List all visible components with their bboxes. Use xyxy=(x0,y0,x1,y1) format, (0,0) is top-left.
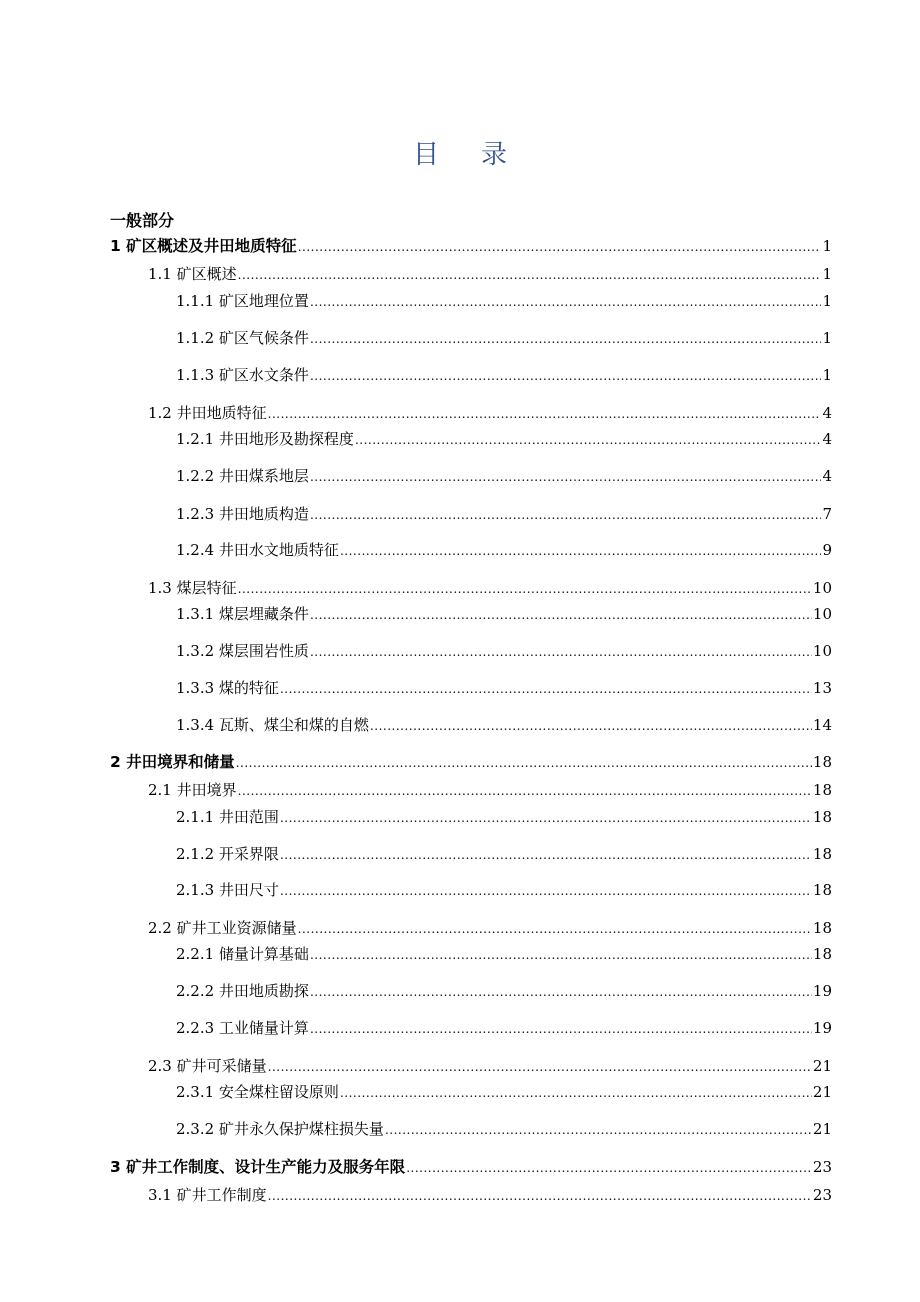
toc-entry-level-3[interactable] xyxy=(176,328,832,349)
toc-dot-leader xyxy=(310,505,822,525)
toc-entry-level-1[interactable] xyxy=(110,1157,832,1178)
toc-entry-level-3[interactable] xyxy=(176,604,832,625)
toc-entry-level-2[interactable] xyxy=(148,918,832,939)
toc-dot-leader xyxy=(238,579,812,599)
toc-entry-level-2[interactable] xyxy=(148,1185,832,1206)
toc-entry-level-3[interactable] xyxy=(176,944,832,965)
toc-entry-level-3[interactable] xyxy=(176,981,832,1002)
toc-dot-leader xyxy=(238,265,822,285)
toc-entry-label: 1.1.2 矿区气候条件 xyxy=(176,329,309,347)
toc-entry-level-3[interactable] xyxy=(176,678,832,699)
toc-entry-level-1[interactable] xyxy=(110,752,832,773)
toc-entry-label: 2.1.1 井田范围 xyxy=(176,808,279,826)
toc-entry-label: 2 井田境界和储量 xyxy=(110,753,235,771)
section-heading: 一般部分 xyxy=(110,211,175,230)
toc-dot-leader xyxy=(370,716,812,736)
toc-entry-label: 2.3 矿井可采储量 xyxy=(148,1057,267,1075)
toc-dot-leader xyxy=(280,881,812,901)
toc-entry-label: 1.2 井田地质特征 xyxy=(148,404,267,422)
toc-entry-page-number: 18 xyxy=(812,945,832,963)
toc-entry-label: 1.3.1 煤层埋藏条件 xyxy=(176,605,309,623)
toc-entry-label: 2.3.1 安全煤柱留设原则 xyxy=(176,1083,339,1101)
toc-entry-level-1[interactable] xyxy=(110,236,832,257)
toc-entry-page-number: 18 xyxy=(812,808,832,826)
toc-entry-page-number: 21 xyxy=(812,1083,832,1101)
toc-dot-leader xyxy=(340,1083,812,1103)
toc-entry-label: 2.2 矿井工业资源储量 xyxy=(148,919,297,937)
toc-dot-leader xyxy=(385,1120,812,1140)
toc-entry-label: 1.2.2 井田煤系地层 xyxy=(176,467,309,485)
toc-entry-page-number: 10 xyxy=(812,579,832,597)
toc-entry-page-number: 18 xyxy=(812,919,832,937)
toc-entry-page-number: 7 xyxy=(822,505,832,523)
toc-dot-leader xyxy=(268,404,822,424)
toc-dot-leader xyxy=(280,679,812,699)
toc-entry-level-3[interactable] xyxy=(176,540,832,561)
toc-entry-label: 2.2.2 井田地质勘探 xyxy=(176,982,309,1000)
toc-entry-label: 1.1 矿区概述 xyxy=(148,265,237,283)
toc-entry-label: 3.1 矿井工作制度 xyxy=(148,1186,267,1204)
toc-entry-label: 1.3.3 煤的特征 xyxy=(176,679,279,697)
toc-dot-leader xyxy=(310,642,812,662)
toc-entry-page-number: 18 xyxy=(812,845,832,863)
toc-entry-level-2[interactable] xyxy=(148,1056,832,1077)
toc-entry-level-3[interactable] xyxy=(176,466,832,487)
toc-entry-label: 1.2.1 井田地形及勘探程度 xyxy=(176,430,354,448)
toc-entry-page-number: 18 xyxy=(812,753,832,771)
toc-entry-label: 1.1.1 矿区地理位置 xyxy=(176,292,309,310)
toc-dot-leader xyxy=(236,753,812,773)
toc-entry-page-number: 9 xyxy=(822,541,832,559)
toc-entry-page-number: 21 xyxy=(812,1120,832,1138)
toc-entry-level-2[interactable] xyxy=(148,264,832,285)
toc-entry-label: 1 矿区概述及井田地质特征 xyxy=(110,237,297,255)
toc-entry-label: 2.1.2 开采界限 xyxy=(176,845,279,863)
toc-entry-level-3[interactable] xyxy=(176,807,832,828)
toc-entry-label: 2.1.3 井田尺寸 xyxy=(176,881,279,899)
toc-entry-level-3[interactable] xyxy=(176,880,832,901)
toc-entry-label: 1.1.3 矿区水文条件 xyxy=(176,366,309,384)
toc-entry-page-number: 23 xyxy=(812,1158,832,1176)
toc-entry-page-number: 18 xyxy=(812,881,832,899)
toc-dot-leader xyxy=(310,329,822,349)
toc-dot-leader xyxy=(298,919,812,939)
toc-entry-page-number: 13 xyxy=(812,679,832,697)
toc-entry-label: 3 矿井工作制度、设计生产能力及服务年限 xyxy=(110,1158,406,1176)
toc-entry-level-3[interactable] xyxy=(176,1119,832,1140)
toc-dot-leader xyxy=(340,541,822,561)
toc-dot-leader xyxy=(310,366,822,386)
toc-entry-level-3[interactable] xyxy=(176,1082,832,1103)
toc-entry-label: 2.1 井田境界 xyxy=(148,781,237,799)
toc-entry-label: 1.3.4 瓦斯、煤尘和煤的自燃 xyxy=(176,716,369,734)
toc-entry-label: 1.3.2 煤层围岩性质 xyxy=(176,642,309,660)
toc-dot-leader xyxy=(310,467,822,487)
toc-entry-label: 2.2.3 工业储量计算 xyxy=(176,1019,309,1037)
toc-dot-leader xyxy=(310,605,812,625)
toc-dot-leader xyxy=(310,982,812,1002)
toc-entry-page-number: 10 xyxy=(812,642,832,660)
toc-dot-leader xyxy=(355,430,822,450)
toc-entry-level-2[interactable] xyxy=(148,780,832,801)
toc-entry-level-3[interactable] xyxy=(176,365,832,386)
toc-entry-page-number: 19 xyxy=(812,982,832,1000)
toc-entry-page-number: 1 xyxy=(822,237,832,255)
toc-entry-level-3[interactable] xyxy=(176,504,832,525)
toc-entry-level-3[interactable] xyxy=(176,1018,832,1039)
toc-dot-leader xyxy=(238,781,812,801)
toc-entry-label: 1.2.3 井田地质构造 xyxy=(176,505,309,523)
toc-entry-page-number: 23 xyxy=(812,1186,832,1204)
toc-entry-level-3[interactable] xyxy=(176,641,832,662)
toc-dot-leader xyxy=(310,1019,812,1039)
toc-entry-page-number: 1 xyxy=(822,265,832,283)
toc-dot-leader xyxy=(268,1186,812,1206)
page-title: 目录 xyxy=(412,140,549,170)
toc-entry-page-number: 1 xyxy=(822,329,832,347)
toc-entry-level-3[interactable] xyxy=(176,291,832,312)
toc-dot-leader xyxy=(280,808,812,828)
toc-entry-page-number: 19 xyxy=(812,1019,832,1037)
toc-entry-label: 1.3 煤层特征 xyxy=(148,579,237,597)
toc-entry-level-3[interactable] xyxy=(176,429,832,450)
toc-entry-page-number: 4 xyxy=(822,404,832,422)
toc-entry-page-number: 14 xyxy=(812,716,832,734)
toc-dot-leader xyxy=(310,292,822,312)
toc-entry-page-number: 4 xyxy=(822,430,832,448)
toc-entry-label: 2.3.2 矿井永久保护煤柱损失量 xyxy=(176,1120,384,1138)
toc-entry-page-number: 1 xyxy=(822,292,832,310)
toc-entry-page-number: 21 xyxy=(812,1057,832,1075)
toc-dot-leader xyxy=(280,845,812,865)
toc-dot-leader xyxy=(406,1158,812,1178)
toc-dot-leader xyxy=(310,945,812,965)
toc-entry-page-number: 1 xyxy=(822,366,832,384)
toc-entry-label: 1.2.4 井田水文地质特征 xyxy=(176,541,339,559)
toc-entry-level-3[interactable] xyxy=(176,715,832,736)
toc-entry-level-2[interactable] xyxy=(148,403,832,424)
toc-entry-level-3[interactable] xyxy=(176,844,832,865)
toc-entry-label: 2.2.1 储量计算基础 xyxy=(176,945,309,963)
toc-entry-page-number: 4 xyxy=(822,467,832,485)
toc-dot-leader xyxy=(298,237,822,257)
toc-entry-level-2[interactable] xyxy=(148,578,832,599)
toc-entry-page-number: 10 xyxy=(812,605,832,623)
toc-dot-leader xyxy=(268,1057,812,1077)
toc-entry-page-number: 18 xyxy=(812,781,832,799)
